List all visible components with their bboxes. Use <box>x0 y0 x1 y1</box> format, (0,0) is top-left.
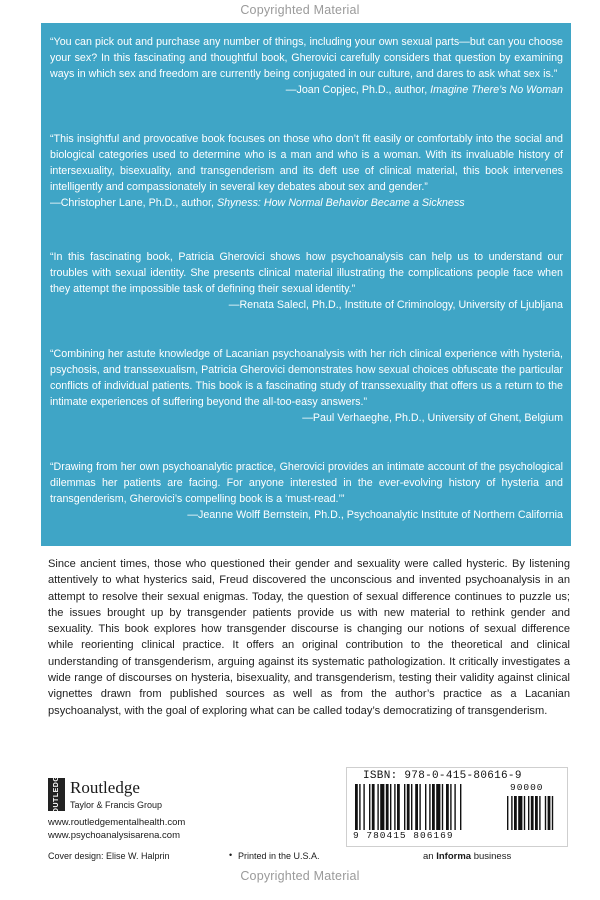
informa-prefix: an <box>423 851 437 862</box>
attribution-name: —Joan Copjec, Ph.D., author, <box>285 84 431 96</box>
cover-design-credit: Cover design: Elise W. Halprin <box>48 851 170 861</box>
quote-text: “In this fascinating book, Patricia Gherovici shows how psychoanalysis can help us to understand our troubles with sexual identity. She presents clinical material illustrating the complications people face when they attempt the impossible task of defining their sexual identity.” <box>50 251 563 295</box>
quote-wolff-bernstein <box>50 459 563 523</box>
attribution-book-title: Imagine There’s No Woman <box>430 84 563 96</box>
watermark-bottom: Copyrighted Material <box>240 869 360 883</box>
barcode-label <box>346 767 568 847</box>
informa-suffix: business <box>471 851 512 862</box>
watermark-top: Copyrighted Material <box>240 3 360 17</box>
bullet-separator: • <box>229 850 233 860</box>
publisher-group: Taylor & Francis Group <box>70 800 163 810</box>
quote-salecl <box>50 249 563 313</box>
quote-attribution: —Jeanne Wolff Bernstein, Ph.D., Psychoanalytic Institute of Northern California <box>187 509 563 521</box>
barcode-digits: 9 780415 806169 <box>353 830 454 841</box>
publisher-url-mental-health[interactable]: www.routledgementalhealth.com <box>48 817 186 828</box>
barcode-addon-digits: 90000 <box>510 782 544 793</box>
quote-attribution: —Renata Salecl, Ph.D., Institute of Criminology, University of Ljubljana <box>228 299 563 311</box>
quote-text: “You can pick out and purchase any number of things, including your own sexual parts—but can you choose your sex? In this fascinating and thoughtful book, Gherovici carefully considers that question by examining ways in which sex and freedom are currently being conjugated in our culture, and dares to ask what sex is.” <box>50 36 563 80</box>
endorsements-panel <box>41 23 571 546</box>
quote-text: “Combining her astute knowledge of Lacanian psychoanalysis with her rich clinical experience with hysteria, psychosis, and transsexualism, Patricia Gherovici demonstrates how sexual choices obfuscate the particular conflicts of individual patients. This book is a fascinating study of transsexuality that offers us a return to the intimate experiences of suffering beyond the all-too-easy answers.” <box>50 348 563 408</box>
quote-attribution <box>50 82 563 98</box>
attribution-name: —Christopher Lane, Ph.D., author, <box>50 197 217 209</box>
publisher-url-psychoanalysis[interactable]: www.psychoanalysisarena.com <box>48 830 181 841</box>
quote-copjec <box>50 34 563 98</box>
quote-text: “Drawing from her own psychoanalytic practice, Gherovici provides an intimate account of the psychological dilemmas her patients are facing. For anyone interested in the ever-evolving history of hysteria and transgenderism, Gherovici’s compelling book is a ‘must-read.’” <box>50 461 563 505</box>
quote-verhaeghe <box>50 346 563 426</box>
informa-business-label <box>423 851 511 862</box>
quote-attribution: —Paul Verhaeghe, Ph.D., University of Ghent, Belgium <box>302 412 563 424</box>
quote-attribution <box>50 195 563 211</box>
informa-brand: Informa <box>436 851 472 862</box>
quote-lane <box>50 131 563 211</box>
isbn-text: ISBN: 978-0-415-80616-9 <box>363 770 522 782</box>
routledge-logo-icon: ROUTLEDGE <box>48 778 65 811</box>
book-description: Since ancient times, those who questioned their gender and sexuality were called hysteric. By listening attentively to what hysterics said, Freud discovered the unconscious and invented psychoanalysis in an attempt to resolve their sexual enigmas. Today, the question of sexual difference continues to puzzle us; the issues brought up by transgender patients provide us with new material to rethink gender and sexuality. This book explores how transgender discourse is changing our notions of sexual difference while reorienting clinical practice. It offers an original contribution to the theoretical and clinical understanding of transgenderism, arguing against its systematic pathologization. It critically investigates a wide range of discourses on hysteria, bisexuality, and transgenderism, testing their validity against clinical vignettes drawn from published sources as well as from the author’s practice as a Lacanian psychoanalyst, with the goal of exploring what can be called today’s democratizing of transgenderism. <box>48 558 570 717</box>
printed-location: Printed in the U.S.A. <box>238 851 320 861</box>
attribution-book-title: Shyness: How Normal Behavior Became a Sickness <box>216 197 465 209</box>
quote-text: “This insightful and provocative book focuses on those who don’t fit easily or comfortably into the social and biological categories used to determine who is a man and who is a woman. With its invaluable history of intersexuality, bisexuality, and transgenderism and its deft use of clinical material, this book intervenes intelligently and compassionately in several key debates about sex and gender.” <box>50 133 563 193</box>
publisher-name: Routledge <box>70 778 140 797</box>
